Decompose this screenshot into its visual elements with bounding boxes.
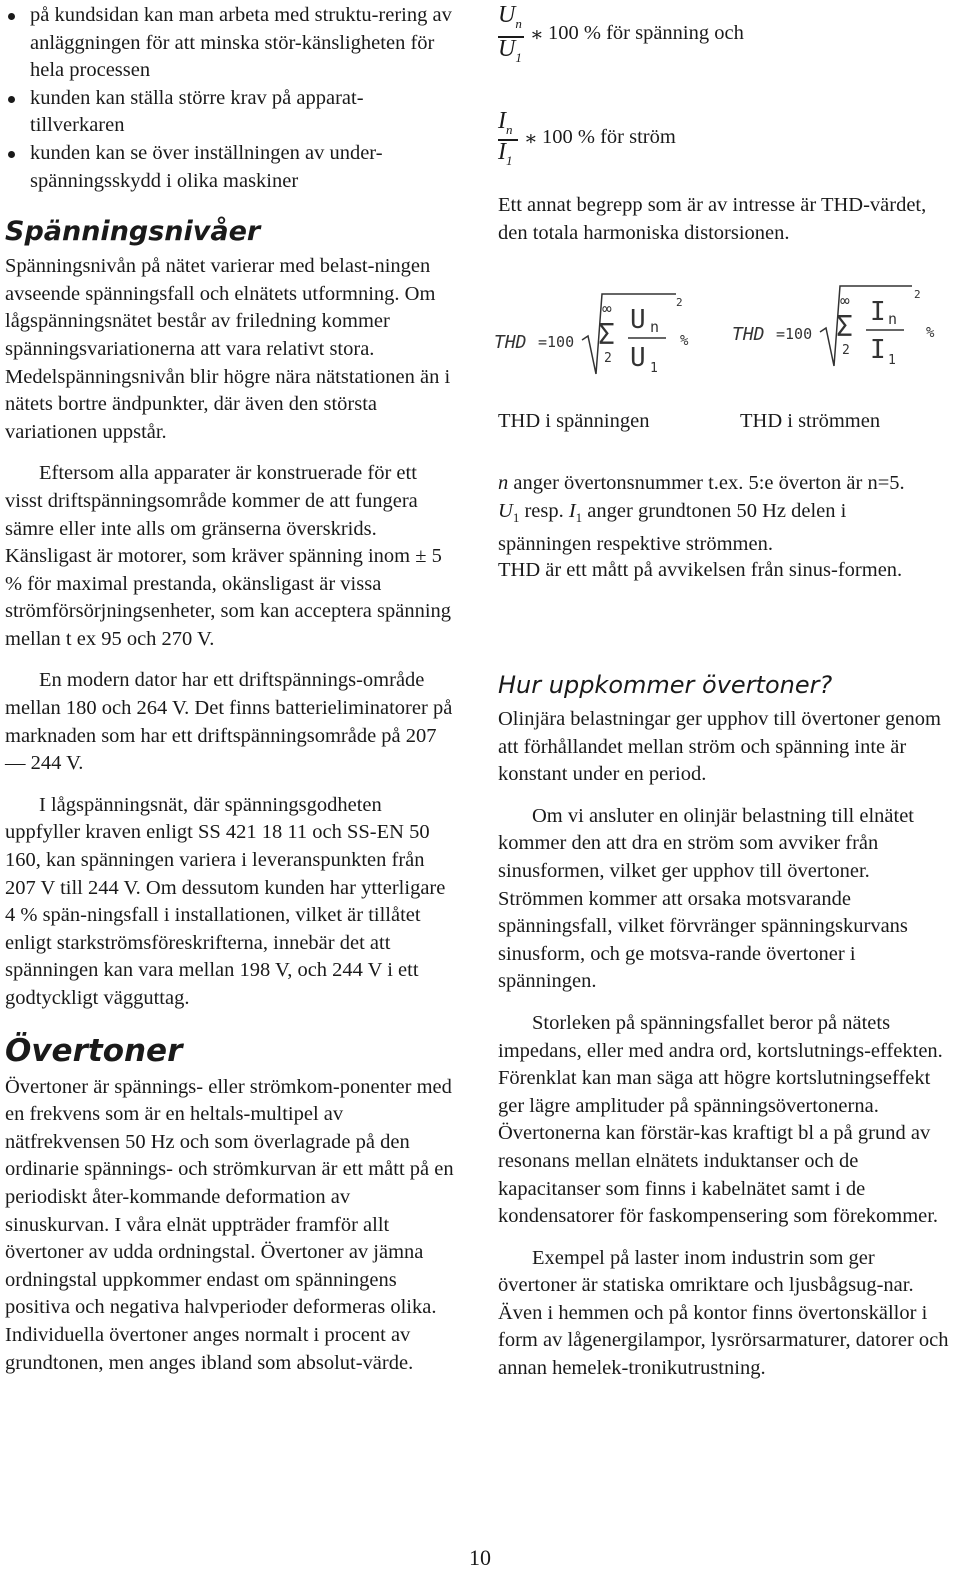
paragraph: I lågspänningsnät, där spänningsgodheten uppfyller kraven enligt SS 421 18 11 och SS-EN 50 160, kan spänningen variera i leveranspunkten från 207 V till 244 V. Om dessutom kunden har ytterligare 4 % spän-ningsfall i installationen, vilket är tillåtet enligt starkströmsföreskrifterna, innebär det att spänningen kan vara mellan 198 V, och 244 V i ett godtyckligt vägguttag. — [5, 793, 446, 1009]
fraction-voltage: $U_n$ $U_1$ ∗ 100 % för spänning och — [498, 2, 744, 65]
bullet-list — [5, 2, 457, 195]
svg-text:1: 1 — [650, 361, 658, 376]
page-number: 10 — [469, 1545, 491, 1570]
bullet-item: kunden kan ställa större krav på apparat-tillverkaren — [5, 85, 457, 140]
heading-spanningsnivaer: Spänningsnivåer — [5, 216, 261, 248]
svg-text:∞: ∞ — [602, 299, 612, 318]
svg-text:n: n — [650, 318, 660, 336]
definition-u1: $U_1$ resp. $I_1$ anger grundtonen 50 Hz delen i spänningen respektive strömmen. — [498, 500, 847, 556]
heading-overtoner: Övertoner — [5, 1032, 183, 1069]
heading-hur-uppkommer: Hur uppkommer övertoner? — [498, 671, 833, 699]
sqrt-symbol — [820, 286, 912, 366]
svg-text:∞: ∞ — [840, 291, 850, 310]
svg-text:%: % — [926, 325, 935, 341]
svg-text:THD: THD — [732, 324, 765, 345]
svg-text:=100: =100 — [538, 333, 575, 351]
left-column — [5, 0, 457, 1377]
bullet-icon — [8, 96, 15, 103]
bullet-item: på kundsidan kan man arbeta med struktu-rering av anläggningen för att minska stör-känsligheten för hela processen — [5, 2, 457, 85]
svg-text:I: I — [870, 297, 886, 327]
svg-text:2: 2 — [914, 288, 921, 301]
svg-text:2: 2 — [676, 296, 683, 309]
svg-text:n: n — [888, 310, 898, 328]
svg-text:U: U — [630, 305, 646, 335]
right-column — [494, 0, 953, 1540]
paragraph: Övertoner är spännings- eller strömkom-ponenter med en frekvens som är en heltals-multipel av nätfrekvensen 50 Hz och som överlagrade på den ordinarie spännings- och strömkurvan är ett mått på en periodiskt åter-kommande deformation av sinuskurvan. I våra elnät uppträder framför allt övertoner av udda ordningstal. Övertoner av jämna ordningstal uppkommer endast om spänningens positiva och negativa halvperioder deformeras olika. Individuella övertoner anges normalt i procent av grundtonen, men anges ibland som absolut-värde. — [5, 1075, 454, 1374]
paragraph: Exempel på laster inom industrin som ger övertoner är statiska omriktare och ljusbågsug-nar. Även i hemmen och på kontor finns övertonskällor i form av lågenergilampor, lysrörsarmaturer, datorer och annan hemelek-tronikutrustning. — [498, 1246, 949, 1380]
svg-text:%: % — [680, 333, 689, 349]
svg-text:2: 2 — [604, 351, 612, 366]
sqrt-symbol — [582, 294, 676, 374]
paragraph: Om vi ansluter en olinjär belastning till elnätet kommer den att dra en ström som avviker från sinusformen, vilket ger upphov till övertoner. Strömmen kommer att orsaka motsvarande spänningsfall, vilket förvränger spänningskurvans sinusform, och ge motsva-rande övertoner i spänningen. — [498, 804, 915, 993]
paragraph: Olinjära belastningar ger upphov till övertoner genom att förhållandet mellan ström och spänning inte är konstant under en period. — [498, 708, 941, 786]
paragraph: Eftersom alla apparater är konstruerade för ett visst driftspänningsområde kommer de att fungera sämre eller inte alls om gränserna överskrids. Känsligast är motorer, som kräver spänning inom ± 5 % för maximal prestanda, okänsligast är vissa strömförsörjningsenheter, som kan acceptera spänning mellan t ex 95 och 270 V. — [5, 462, 452, 650]
caption-thd-voltage: THD i spänningen — [498, 410, 650, 432]
thd-formula-current — [732, 282, 956, 382]
definition-thd: THD är ett mått på avvikelsen från sinus-formen. — [498, 559, 903, 582]
svg-text:THD: THD — [494, 332, 527, 353]
caption-thd-current: THD i strömmen — [740, 410, 881, 432]
thd-formula-voltage — [494, 290, 734, 390]
svg-text:I: I — [870, 335, 886, 365]
svg-text:=100: =100 — [776, 325, 813, 343]
definitions — [498, 470, 938, 583]
paragraph: Spänningsnivån på nätet varierar med belast-ningen avseende spänningsfall och elnätets utformning. Om lågspänningsnätet består av friledning kommer spänningsvariationerna att vara relativt stora. Medelspänningsnivån blir högre nära nätstationen än i nätets bortre ändpunkter, där även den största variationen uppstår. — [5, 255, 451, 443]
definition-n: n anger övertonsnummer t.ex. 5:e överton är n=5. — [498, 472, 905, 494]
svg-text:2: 2 — [842, 343, 850, 358]
bullet-item: kunden kan se över inställningen av under-spänningsskydd i olika maskiner — [5, 140, 457, 195]
paragraph: Storleken på spänningsfallet beror på nätets impedans, eller med andra ord, kortslutnings-effekten. Förenklat kan man säga att högre kortslutningseffekt ger lägre amplituder på spänningsövertonerna. Övertonerna kan förstär-kas kraftigt bl a på grund av resonans mellan elnätets induktanser och de kapacitanser som finns i kabelnätet samt i de kondensatorer för faskompensering som förekommer. — [498, 1011, 943, 1228]
bullet-icon — [8, 13, 15, 20]
svg-text:1: 1 — [888, 353, 896, 368]
svg-text:Σ: Σ — [836, 310, 853, 343]
section-hur — [498, 668, 953, 1383]
svg-text:Σ: Σ — [598, 318, 615, 351]
thd-intro: Ett annat begrepp som är av intresse är THD-värdet, den totala harmoniska distorsionen. — [498, 194, 927, 244]
bullet-icon — [8, 151, 15, 158]
paragraph: En modern dator har ett driftspännings-område mellan 180 och 264 V. Det finns batterieliminatorer på marknaden som har ett driftspänningsområde på 207 — 244 V. — [5, 669, 453, 775]
svg-text:U: U — [630, 343, 646, 373]
fraction-current: $I_n$ $I_1$ ∗ 100 % för ström — [498, 108, 676, 168]
